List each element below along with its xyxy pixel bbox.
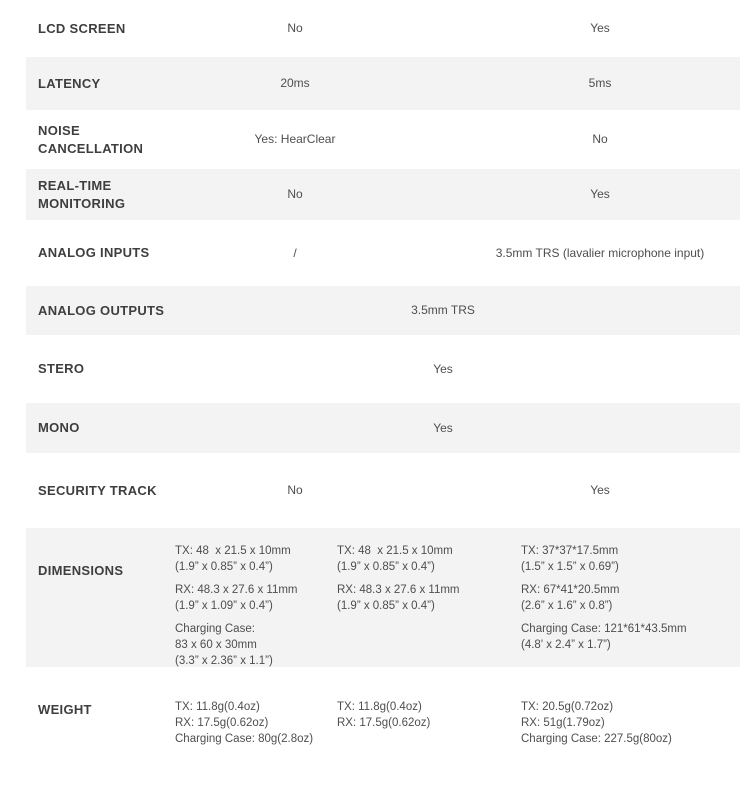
spec-value: No bbox=[592, 132, 608, 147]
row-label: ANALOG OUTPUTS bbox=[38, 302, 165, 318]
spec-line: RX: 67*41*20.5mm bbox=[521, 584, 620, 596]
spec-line: TX: 11.8g(0.4oz) bbox=[337, 701, 422, 713]
spec-block bbox=[521, 543, 740, 575]
spec-comparison-table bbox=[26, 0, 740, 790]
spec-block bbox=[521, 699, 740, 747]
row-label: ANALOG INPUTS bbox=[38, 245, 150, 261]
row-label: NOISE CANCELLATION bbox=[38, 122, 144, 156]
spec-line: TX: 37*37*17.5mm bbox=[521, 545, 619, 557]
spec-column bbox=[175, 528, 330, 669]
spec-block bbox=[175, 582, 330, 614]
spec-value: 20ms bbox=[280, 76, 310, 91]
spec-value: 3.5mm TRS bbox=[411, 303, 475, 318]
spec-line: TX: 48 x 21.5 x 10mm bbox=[337, 545, 453, 557]
spec-line: (1.9” x 0.85” x 0.4”) bbox=[175, 561, 273, 573]
row-label: WEIGHT bbox=[38, 702, 92, 717]
spec-block bbox=[175, 699, 330, 747]
spec-line: Charging Case: 227.5g(80oz) bbox=[521, 733, 672, 745]
spec-line: Charging Case: bbox=[175, 623, 255, 635]
spec-value: 3.5mm TRS (lavalier microphone input) bbox=[495, 245, 705, 260]
spec-row-mono bbox=[26, 403, 740, 453]
spec-value: Yes bbox=[433, 361, 453, 376]
row-label: REAL-TIME MONITORING bbox=[38, 177, 126, 211]
spec-line: (1.5” x 1.5” x 0.69”) bbox=[521, 561, 619, 573]
spec-line: RX: 17.5g(0.62oz) bbox=[337, 717, 431, 729]
row-label: DIMENSIONS bbox=[38, 563, 124, 578]
spec-value: No bbox=[287, 21, 303, 36]
spec-line: TX: 20.5g(0.72oz) bbox=[521, 701, 614, 713]
spec-block bbox=[175, 543, 330, 575]
spec-line: (4.8' x 2.4” x 1.7”) bbox=[521, 639, 611, 651]
spec-line: Charging Case: 80g(2.8oz) bbox=[175, 733, 314, 745]
spec-line: TX: 48 x 21.5 x 10mm bbox=[175, 545, 291, 557]
spec-block bbox=[337, 699, 510, 731]
spec-row-analog-inputs bbox=[26, 220, 740, 286]
spec-row-latency bbox=[26, 57, 740, 110]
spec-value: No bbox=[287, 483, 303, 498]
spec-column bbox=[337, 528, 510, 614]
spec-value: Yes: HearClear bbox=[254, 132, 336, 147]
spec-line: RX: 48.3 x 27.6 x 11mm bbox=[175, 584, 298, 596]
spec-column bbox=[521, 667, 740, 747]
spec-line: RX: 48.3 x 27.6 x 11mm bbox=[337, 584, 460, 596]
spec-value: Yes bbox=[590, 483, 610, 498]
spec-column bbox=[175, 667, 330, 747]
row-label: MONO bbox=[38, 420, 80, 436]
spec-line: (1.9” x 1.09” x 0.4”) bbox=[175, 600, 273, 612]
spec-value: Yes bbox=[433, 420, 453, 435]
row-label: LATENCY bbox=[38, 75, 101, 91]
spec-block bbox=[337, 582, 510, 614]
spec-block bbox=[337, 543, 510, 575]
spec-line: (1.9” x 0.85” x 0.4”) bbox=[337, 600, 435, 612]
spec-line: (3.3” x 2.36” x 1.1”) bbox=[175, 655, 273, 667]
row-label: STERO bbox=[38, 361, 85, 377]
spec-column bbox=[337, 667, 510, 731]
spec-block bbox=[521, 582, 740, 614]
spec-value: No bbox=[287, 187, 303, 202]
spec-row-analog-outputs bbox=[26, 286, 740, 335]
spec-value: / bbox=[293, 245, 297, 260]
spec-row-stero bbox=[26, 335, 740, 403]
spec-value: Yes bbox=[590, 21, 610, 36]
spec-row-security-track bbox=[26, 453, 740, 528]
spec-block bbox=[521, 621, 740, 653]
spec-line: Charging Case: 121*61*43.5mm bbox=[521, 623, 687, 635]
spec-value: Yes bbox=[590, 187, 610, 202]
spec-line: RX: 51g(1.79oz) bbox=[521, 717, 605, 729]
spec-line: RX: 17.5g(0.62oz) bbox=[175, 717, 269, 729]
spec-line: 83 x 60 x 30mm bbox=[175, 639, 257, 651]
spec-block bbox=[175, 621, 330, 669]
spec-value: 5ms bbox=[588, 76, 612, 91]
spec-line: (1.9” x 0.85” x 0.4”) bbox=[337, 561, 435, 573]
spec-row-real-time-monitoring bbox=[26, 169, 740, 220]
spec-row-lcd-screen bbox=[26, 0, 740, 57]
spec-column bbox=[521, 528, 740, 653]
row-label: LCD SCREEN bbox=[38, 20, 126, 36]
spec-line: TX: 11.8g(0.4oz) bbox=[175, 701, 260, 713]
spec-line: (2.6” x 1.6” x 0.8”) bbox=[521, 600, 613, 612]
spec-row-weight bbox=[26, 667, 740, 790]
spec-row-dimensions bbox=[26, 528, 740, 667]
row-label: SECURITY TRACK bbox=[38, 482, 157, 498]
spec-row-noise-cancellation bbox=[26, 110, 740, 169]
